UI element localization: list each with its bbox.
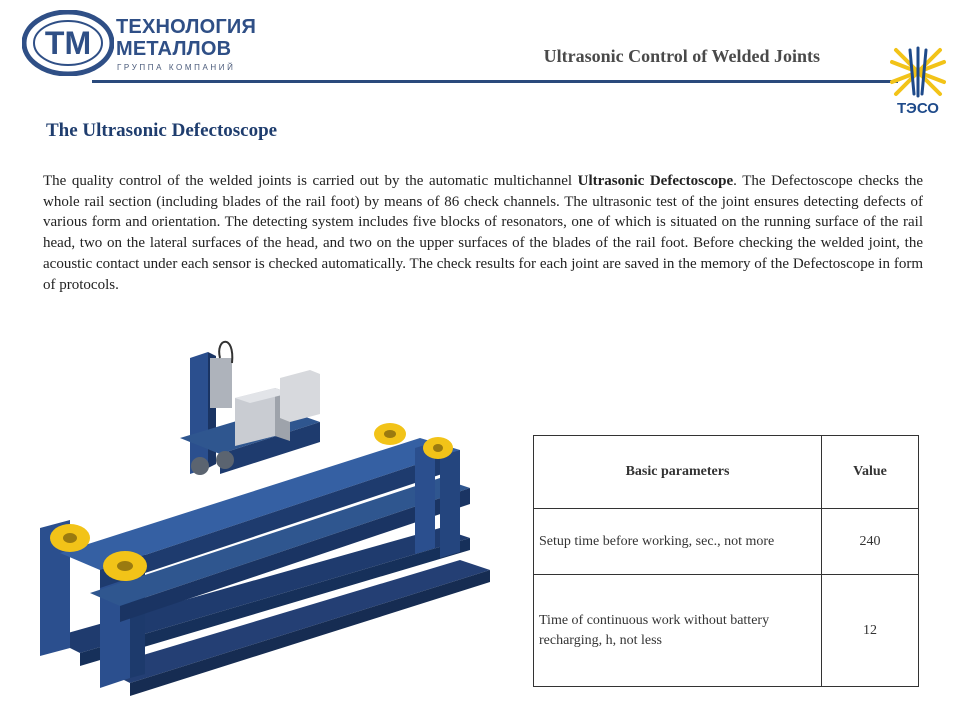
- page-header-title: Ultrasonic Control of Welded Joints: [543, 46, 820, 66]
- header-basic-parameters: Basic parameters: [534, 436, 822, 509]
- param-value: 240: [822, 509, 919, 575]
- param-value: 12: [822, 575, 919, 687]
- teso-logo: [890, 44, 946, 120]
- defectoscope-machine-image: [20, 338, 510, 718]
- paragraph-start: The quality control of the welded joints is carried out by the automatic multichannel: [43, 173, 578, 189]
- table-row: [534, 509, 919, 575]
- paragraph-end: . The Defectoscope checks the whole rail section (including blades of the rail foot) by means of 86 check channels. The ultrasonic test of the joint ensures detecting defects of various form and orientation. The detecting system includes five blocks of resonators, one of which is situated on the running surface of the rail head, two on the lateral surfaces of the head, and two on the upper surfaces of the blades of the rail foot. Before checking the welded joint, the acoustic contact under each sensor is checked automatically. The check results for each joint are saved in the memory of the Defectoscope in form of protocols.: [43, 173, 924, 293]
- header-value: Value: [822, 436, 919, 509]
- parameters-table: [533, 435, 919, 687]
- teso-logo-text: ТЭСО: [897, 100, 939, 117]
- sunburst-logo-icon: [890, 44, 946, 100]
- section-title: The Ultrasonic Defectoscope: [46, 120, 278, 141]
- logo-line-1: ТЕХНОЛОГИЯ: [116, 16, 257, 38]
- logo-line-3: ГРУППА КОМПАНИЙ: [117, 63, 236, 72]
- logo-line-2: МЕТАЛЛОВ: [116, 38, 232, 60]
- tm-logo-monogram: ТМ: [44, 25, 92, 61]
- description-paragraph: [43, 171, 923, 295]
- company-logo: [22, 10, 262, 78]
- paragraph-bold-term: Ultrasonic Defectoscope: [577, 173, 734, 189]
- table-header-row: [534, 436, 919, 509]
- header-divider: [92, 80, 898, 83]
- param-name: Setup time before working, sec., not more: [534, 509, 822, 575]
- table-row: [534, 575, 919, 687]
- tm-logo-icon: [22, 10, 114, 76]
- param-name: Time of continuous work without battery recharging, h, not less: [534, 575, 822, 687]
